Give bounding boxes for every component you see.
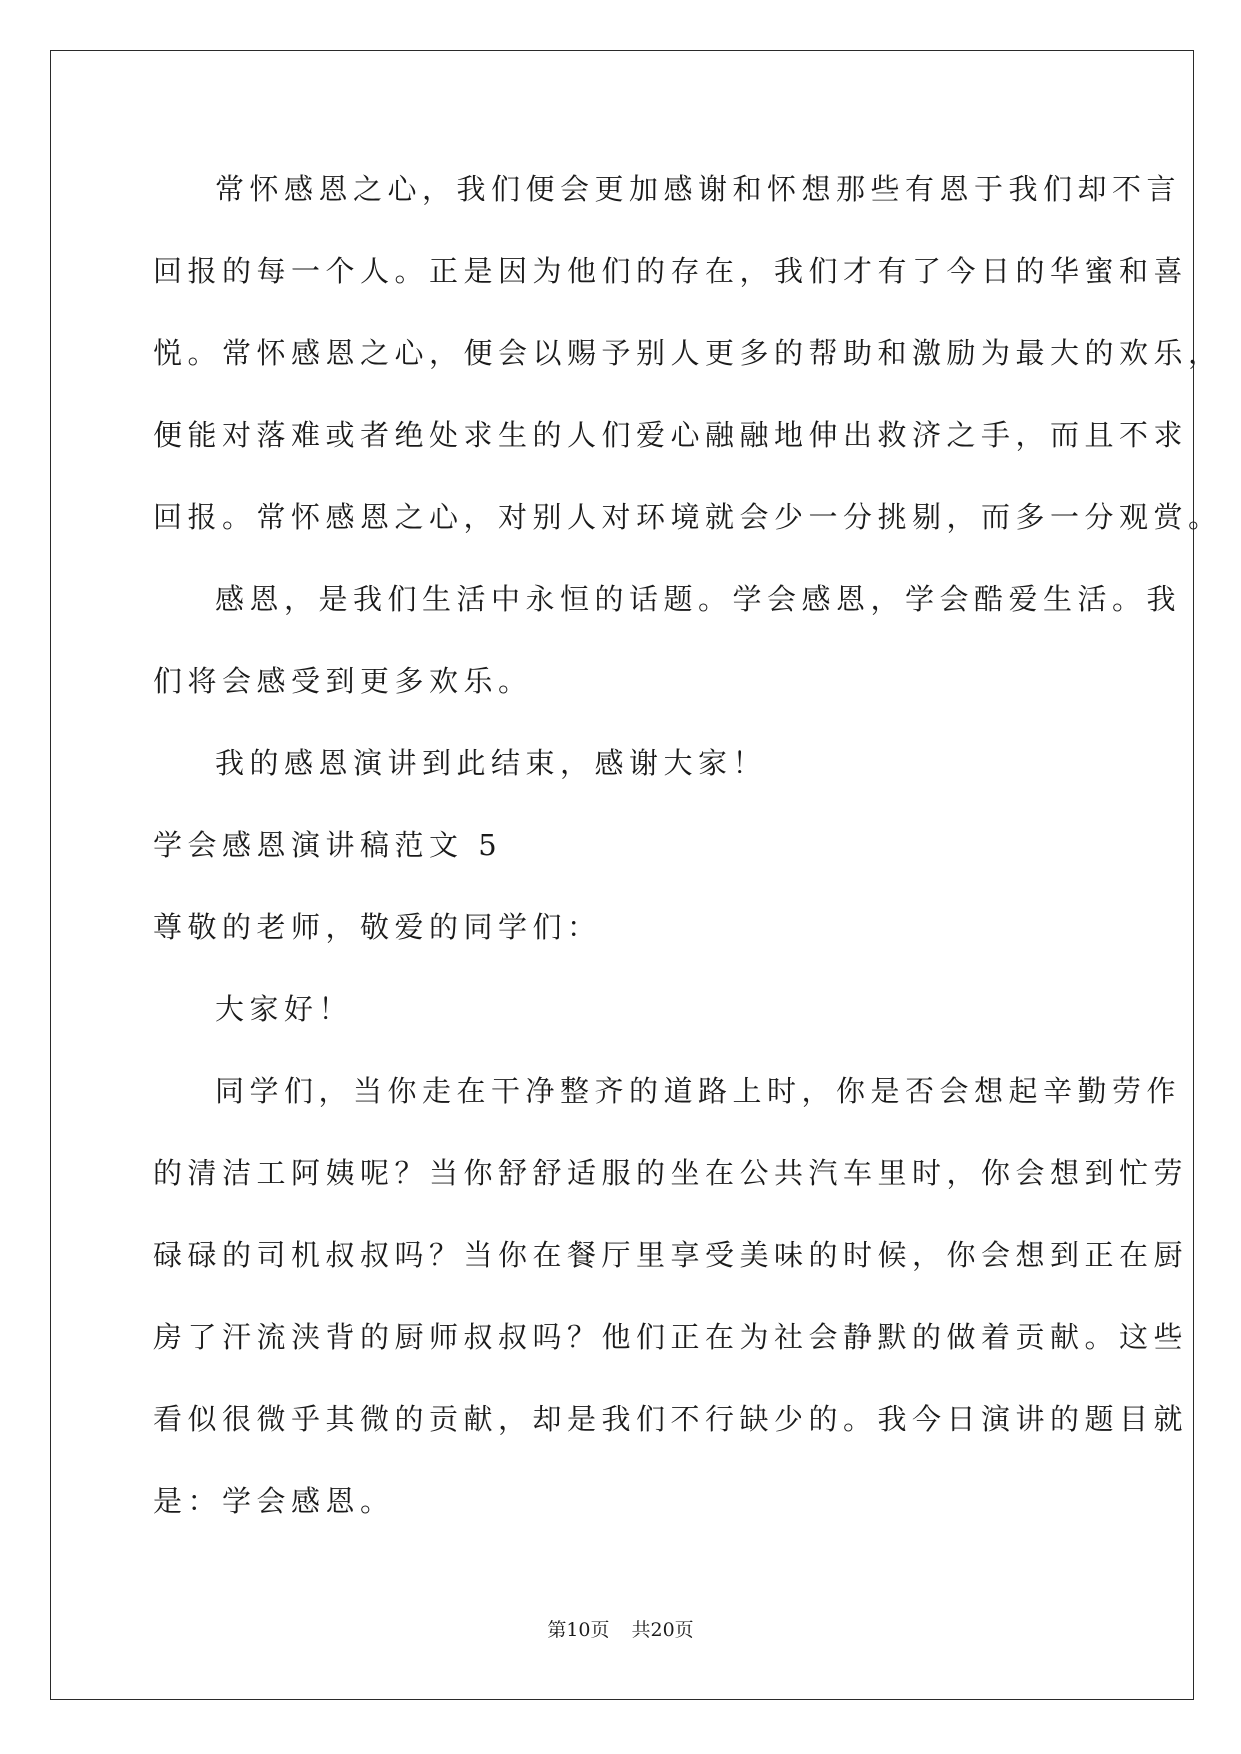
paragraph-line: 碌碌的司机叔叔吗？当你在餐厅里享受美味的时候，你会想到正在厨 — [153, 1238, 1189, 1272]
paragraph-line: 回报。常怀感恩之心，对别人对环境就会少一分挑剔，而多一分观赏。 — [153, 500, 1223, 534]
paragraph-line: 我的感恩演讲到此结束，感谢大家！ — [215, 746, 768, 780]
salutation: 尊敬的老师，敬爱的同学们： — [153, 910, 602, 944]
page-total: 共20页 — [631, 1619, 694, 1641]
paragraph-line: 同学们，当你走在干净整齐的道路上时，你是否会想起辛勤劳作 — [215, 1074, 1182, 1108]
paragraph-line: 房了汗流浃背的厨师叔叔吗？他们正在为社会静默的做着贡献。这些 — [153, 1320, 1189, 1354]
page-footer — [0, 1618, 1241, 1642]
paragraph-line: 回报的每一个人。正是因为他们的存在，我们才有了今日的华蜜和喜 — [153, 254, 1189, 288]
paragraph-line: 的清洁工阿姨呢？当你舒舒适服的坐在公共汽车里时，你会想到忙劳 — [153, 1156, 1189, 1190]
page-border — [50, 50, 1194, 1700]
section-title: 学会感恩演讲稿范文 5 — [153, 828, 503, 862]
paragraph-line: 悦。常怀感恩之心，便会以赐予别人更多的帮助和激励为最大的欢乐， — [153, 336, 1223, 370]
paragraph-line: 感恩，是我们生活中永恒的话题。学会感恩，学会酷爱生活。我 — [215, 582, 1182, 616]
paragraph-line: 是：学会感恩。 — [153, 1484, 395, 1518]
paragraph-line: 便能对落难或者绝处求生的人们爱心融融地伸出救济之手，而且不求 — [153, 418, 1189, 452]
page-number: 第10页 — [547, 1619, 610, 1641]
greeting: 大家好！ — [215, 992, 354, 1026]
paragraph-line: 们将会感受到更多欢乐。 — [153, 664, 533, 698]
paragraph-line: 看似很微乎其微的贡献，却是我们不行缺少的。我今日演讲的题目就 — [153, 1402, 1189, 1436]
paragraph-line: 常怀感恩之心，我们便会更加感谢和怀想那些有恩于我们却不言 — [215, 172, 1182, 206]
